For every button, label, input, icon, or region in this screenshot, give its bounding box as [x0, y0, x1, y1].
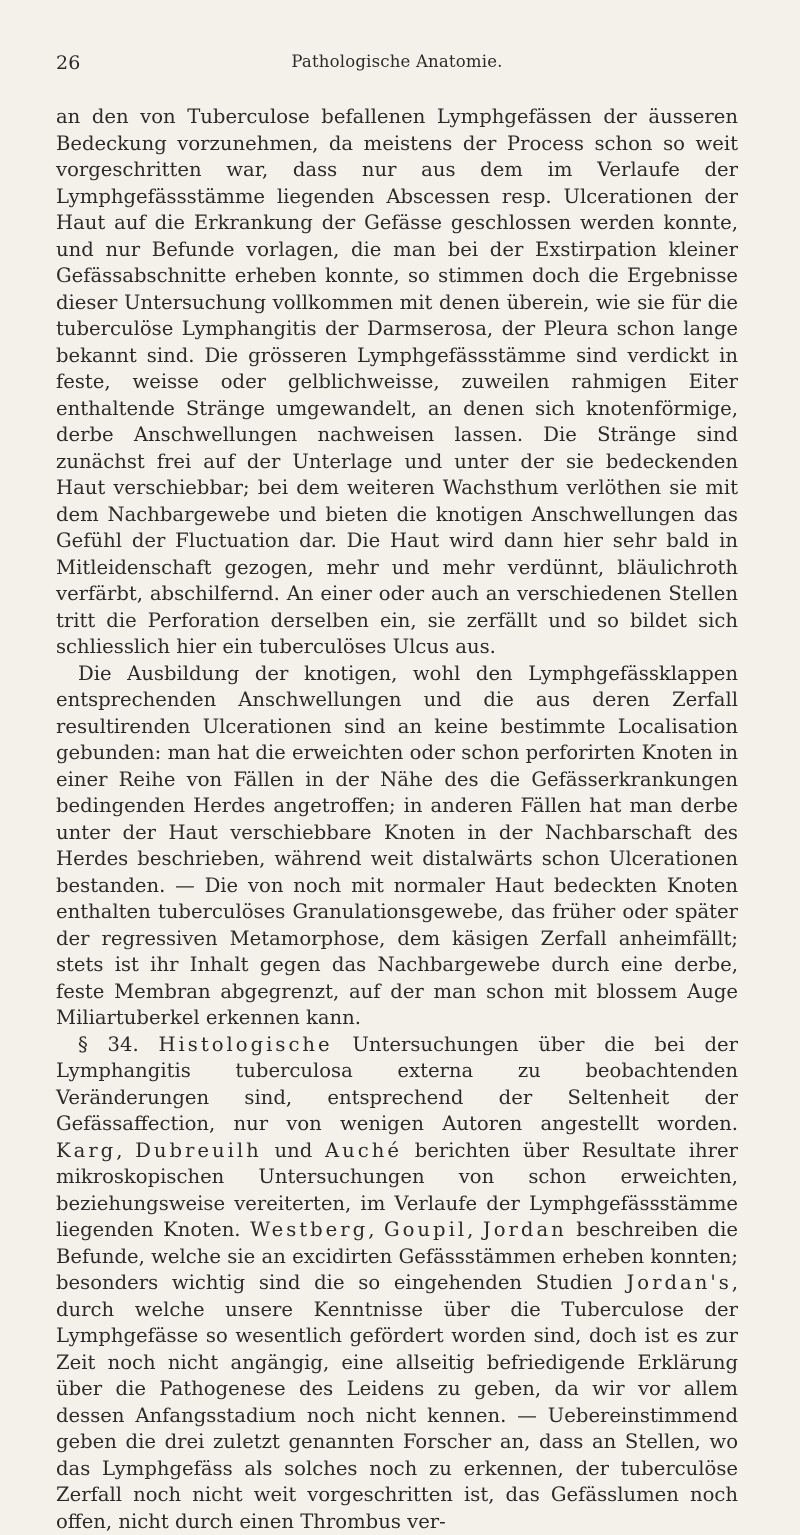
section-number: § 34.: [78, 1033, 139, 1056]
running-head: [56, 52, 738, 92]
author-jordans: Jordan's: [626, 1271, 731, 1294]
separator-3: ,: [368, 1218, 384, 1241]
page-number: 26: [56, 52, 81, 74]
section-text-1: Untersuchungen über die bei der Lymphangitis tuberculosa externa zu beobachtenden Veränderungen sind, entsprechend der Seltenheit der Gefässaffection, nur von wenigen Autoren angestellt worden.: [56, 1033, 738, 1136]
body-text: [56, 104, 738, 1535]
author-jordan: Jordan: [483, 1218, 567, 1241]
section-heading: Histologische: [158, 1033, 332, 1056]
paragraph-knotigen: Die Ausbildung der knotigen, wohl den Lymphgefässklappen entsprechenden Anschwellungen und die aus deren Zerfall resultirenden Ulcerationen sind an keine bestimmte Localisation gebunden: man hat die erweichten oder schon perforirten Knoten in einer Reihe von Fällen in der Nähe des die Gefässerkrankungen bedingenden Herdes angetroffen; in anderen Fällen hat man derbe unter der Haut verschiebbare Knoten in der Nachbarschaft des Herdes beschrieben, während weit distalwärts schon Ulcerationen bestanden. — Die von noch mit normaler Haut bedeckten Knoten enthalten tuberculöses Granulationsgewebe, das früher oder später der regressiven Metamorphose, dem käsigen Zerfall anheimfällt; stets ist ihr Inhalt gegen das Nachbargewebe durch eine derbe, feste Membran abgegrenzt, auf der man schon mit blossem Auge Miliartuberkel erkennen kann.: [56, 661, 738, 1032]
separator-1: ,: [116, 1139, 135, 1162]
section-text-4: , durch welche unsere Kenntnisse über die Tuberculose der Lymphgefässe so wesentlich gefördert worden sind, doch ist es zur Zeit noch nicht angängig, eine allseitig befriedigende Erklärung über die Pathogenese des Leidens zu geben, da wir vor allem dessen Anfangsstadium noch nicht kennen. — Uebereinstimmend geben die drei zuletzt genannten Forscher an, dass an Stellen, wo das Lymphgefäss als solches noch zu erkennen, der tuberculöse Zerfall noch nicht weit vorgeschritten ist, das Gefässlumen noch offen, nicht durch einen Thrombus ver-: [56, 1271, 738, 1533]
author-dubreuilh: Dubreuilh: [135, 1139, 262, 1162]
section-text-2: berichten über Resultate ihrer mikroskopischen Untersuchungen von schon erweichten, beziehungsweise vereiterten, im Verlaufe der Lymphgefässstämme liegenden Knoten.: [56, 1139, 738, 1242]
paragraph-continuation: an den von Tuberculose befallenen Lymphgefässen der äusseren Bedeckung vorzunehmen, da meistens der Process schon so weit vorgeschritten war, dass nur aus dem im Verlaufe der Lymphgefässstämme liegenden Abscessen resp. Ulcerationen der Haut auf die Erkrankung der Gefässe geschlossen werden konnte, und nur Befunde vorlagen, die man bei der Exstirpation kleiner Gefässabschnitte erheben konnte, so stimmen doch die Ergebnisse dieser Untersuchung vollkommen mit denen überein, wie sie für die tuberculöse Lymphangitis der Darmserosa, der Pleura schon lange bekannt sind. Die grösseren Lymphgefässstämme sind verdickt in feste, weisse oder gelblichweisse, zuweilen rahmigen Eiter enthaltende Stränge umgewandelt, an denen sich knotenförmige, derbe Anschwellungen nachweisen lassen. Die Stränge sind zunächst frei auf der Unterlage und unter der sie bedeckenden Haut verschiebbar; bei dem weiteren Wachsthum verlöthen sie mit dem Nachbargewebe und bieten die knotigen Anschwellungen das Gefühl der Fluctuation dar. Die Haut wird dann hier sehr bald in Mitleidenschaft gezogen, mehr und mehr verdünnt, bläulichroth verfärbt, abschilfernd. An einer oder auch an verschiedenen Stellen tritt die Perforation derselben ein, sie zerfällt und so bildet sich schliesslich hier ein tuberculöses Ulcus aus.: [56, 104, 738, 661]
author-goupil: Goupil: [384, 1218, 467, 1241]
running-title: Pathologische Anatomie.: [56, 52, 738, 71]
author-karg: Karg: [56, 1139, 116, 1162]
author-auche: Auché: [325, 1139, 402, 1162]
author-westberg: Westberg: [250, 1218, 368, 1241]
section-text-3: beschreiben die Befunde, welche sie an excidirten Gefässstämmen erheben konnten; besonders wichtig sind die so eingehenden Studien: [56, 1218, 738, 1294]
separator-2: und: [262, 1139, 325, 1162]
separator-4: ,: [467, 1218, 483, 1241]
paragraph-section-34: [56, 1032, 738, 1535]
